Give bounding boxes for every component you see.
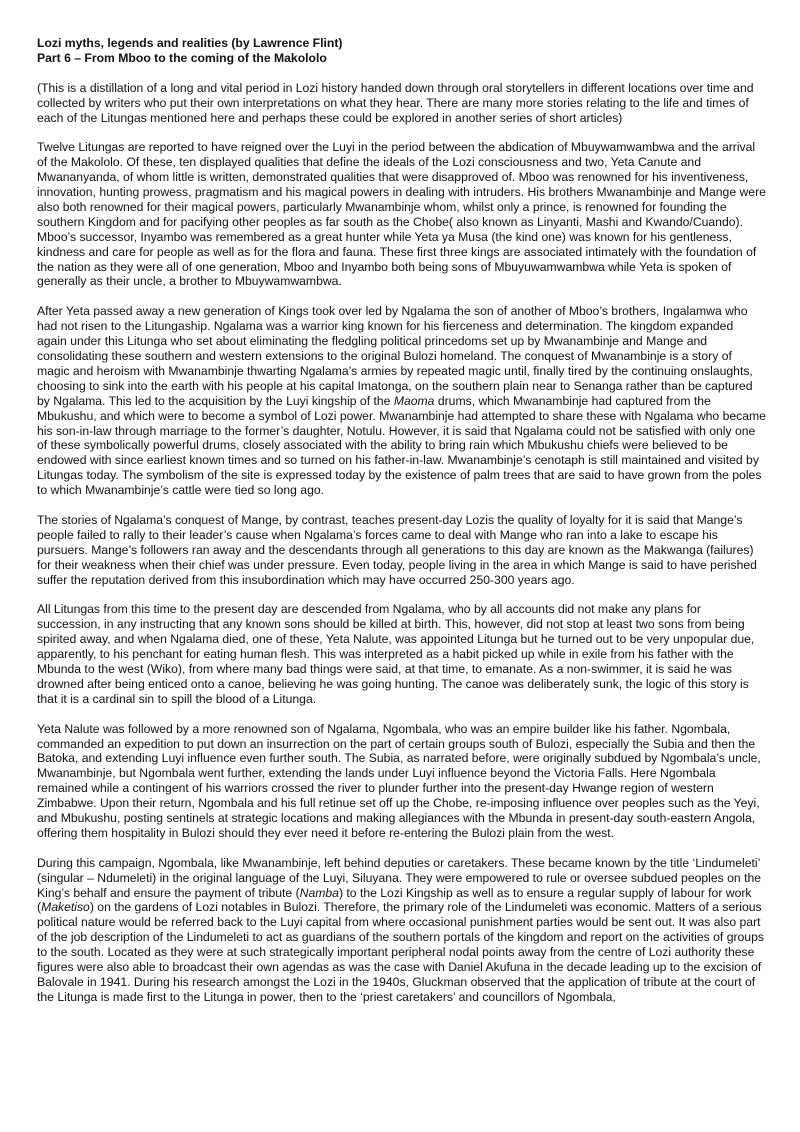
paragraph-twelve-litungas: Twelve Litungas are reported to have reigned over the Luyi in the period between the abdication of Mbuywamwambwa and the arrival of the Makololo. Of these, ten displayed qualities that define the ideals of the Lozi consciousness and two, Yeta Canute and Mwananyanda, of whom little is written, demonstrated qualities that were disapproved of. Mboo was renowned for his inventiveness, innovation, hunting prowess, pragmatism and his magical powers in dealing with intruders. His brothers Mwanambinje and Mange were also both renowned for their magical powers, particularly Mwanambinje whom, whilst only a prince, is renowned for founding the southern Kingdom and for pacifying other peoples as far south as the Chobe( also known as Linyanti, Mashi and Kwando/Cuando). Mboo’s successor, Inyambo was remembered as a great hunter while Yeta ya Musa (the kind one) was known for his gentleness, kindness and care for people as well as for the flora and fauna. These first three kings are associated intimately with the foundation of the nation as they were all of one generation, Mboo and Inyambo both being sons of Mbuyuwamwambwa while Yeta is spoken of generally as their uncle, a brother to Mbuywamwambwa. — [37, 140, 766, 289]
italic-maketiso: Maketiso — [41, 900, 90, 915]
italic-maoma: Maoma — [393, 393, 435, 408]
document-title: Lozi myths, legends and realities (by Lawrence Flint) — [37, 36, 343, 50]
paragraph-ngalama: After Yeta passed away a new generation of Kings took over led by Ngalama the son of another of Mboo’s brothers, Ingalamwa who had not risen to the Litungaship. Ngalama was a warrior king known for his fierceness and determination. The kingdom expanded again under this Litunga who set about eliminating the fledgling political princedoms set up by Mwanambinje and Mange and consolidating these southern and western extensions to the original Bulozi homeland. The conquest of Mwanambinje is a story of magic and heroism with Mwanambinje thwarting Ngalama’s armies by repeated magic until, finally tired by the continuing onslaughts, choosing to sink into the earth with his people at his capital Imatonga, on the southern plain near to Senanga rather than be captured by Ngalama. This led to the acquisition by the Luyi kingship of the Maoma drums, which Mwanambinje had captured from the Mbukushu, and which were to become a symbol of Lozi power. Mwanambinje had attempted to share these with Ngalama who became his son-in-law through marriage to the former’s daughter, Notulu. However, it is said that Ngalama could not be satisfied with only one of these symbolically powerful drums, closely associated with the ability to bring rain which Mbukushu chiefs were believed to be endowed with since earliest known times and so turned on his father-in-law. Mwanambinje’s cenotaph is still maintained and visited by Litungas today. The symbolism of the site is expressed today by the existence of palm trees that are said to have grown from the poles to which Mwanambinje’s cattle were tied so long ago. — [37, 304, 766, 498]
paragraph-lindumeleti: During this campaign, Ngombala, like Mwanambinje, left behind deputies or caretakers. These became known by the title ‘Lindumeleti’ (singular – Ndumeleti) in the original language of the Luyi, Siluyana. They were empowered to rule or oversee subdued peoples on the King’s behalf and ensure the payment of tribute (Namba) to the Lozi Kingship as well as to ensure a regular supply of labour for work (Maketiso) on the gardens of Lozi notables in Bulozi. Therefore, the primary role of the Lindumeleti was economic. Matters of a serious political nature would be referred back to the Luyi capital from where occasional punishment parties would be sent out. It was also part of the job description of the Lindumeleti to act as guardians of the southern portals of the kingdom and report on the activities of groups to the south. Located as they were at such strategically important peripheral nodal points away from the centre of Lozi authority these figures were also able to broadcast their own agendas as was the case with Daniel Akufuna in the decade leading up to the excision of Balovale in 1941. During his research amongst the Lozi in the 1940s, Gluckman observed that the application of tribute at the court of the Litunga is made first to the Litunga in power, then to the ‘priest caretakers’ and councillors of Ngombala, — [37, 855, 764, 1004]
paragraph-ngombala: Yeta Nalute was followed by a more renowned son of Ngalama, Ngombala, who was an empire builder like his father. Ngombala, commanded an expedition to put down an insurrection on the part of certain groups south of Bulozi, especially the Subia and then the Batoka, and extending Luyi influence even further south. The Subia, as narrated before, were originally subdued by Ngombala’s uncle, Mwanambinje, but Ngombala went further, extending the lands under Luyi influence beyond the Victoria Falls. Here Ngombala remained while a contingent of his warriors crossed the river to plunder further into the present-day Hwange region of western Zimbabwe. Upon their return, Ngombala and his full retinue set off up the Chobe, re-imposing influence over peoples such as the Yeyi, and Mbukushu, posting sentinels at strategic locations and making allegiances with the Mbunda in present-day south-eastern Angola, offering them hospitality in Bulozi should they ever need it before re-entering the Bulozi plain from the west. — [37, 721, 761, 840]
paragraph-intro: (This is a distillation of a long and vital period in Lozi history handed down through oral storytellers in different locations over time and collected by writers who put their own interpretations on what they hear. There are many more stories relating to the life and times of each of the Litungas mentioned here and perhaps these could be explored in another series of short articles) — [37, 80, 754, 125]
document-subtitle: Part 6 – From Mboo to the coming of the Makololo — [37, 50, 327, 65]
paragraph-succession: All Litungas from this time to the present day are descended from Ngalama, who by all accounts did not make any plans for succession, in any instructing that any known sons should be killed at birth. This, however, did not stop at least two sons from being spirited away, and when Ngalama died, one of these, Yeta Nalute, was appointed Litunga but he turned out to be very unpopular due, apparently, to his penchant for eating human flesh. This was interpreted as a habit picked up while in exile from his father with the Mbunda to the west (Wiko), from where many bad things were said, at that time, to emanate. As a non-swimmer, it is said he was drowned after being enticed onto a canoe, believing he was going hunting. The canoe was deliberately sunk, the logic of this story is that it is a cardinal sin to spill the blood of a Litunga. — [37, 602, 755, 706]
paragraph-mange: The stories of Ngalama’s conquest of Mange, by contrast, teaches present-day Lozis the quality of loyalty for it is said that Mange’s people failed to rally to their leader’s cause when Ngalama’s forces came to deal with Mange who ran into a lake to escape his pursuers. Mange’s followers ran away and the descendants through all generations to this day are known as the Makwanga (failures) for their weakness when their chief was under pressure. Even today, people living in the area in which Mange is said to have perished suffer the reputation derived from this insubordination which may have occurred 250-300 years ago. — [37, 512, 757, 587]
italic-namba: Namba — [299, 885, 339, 900]
